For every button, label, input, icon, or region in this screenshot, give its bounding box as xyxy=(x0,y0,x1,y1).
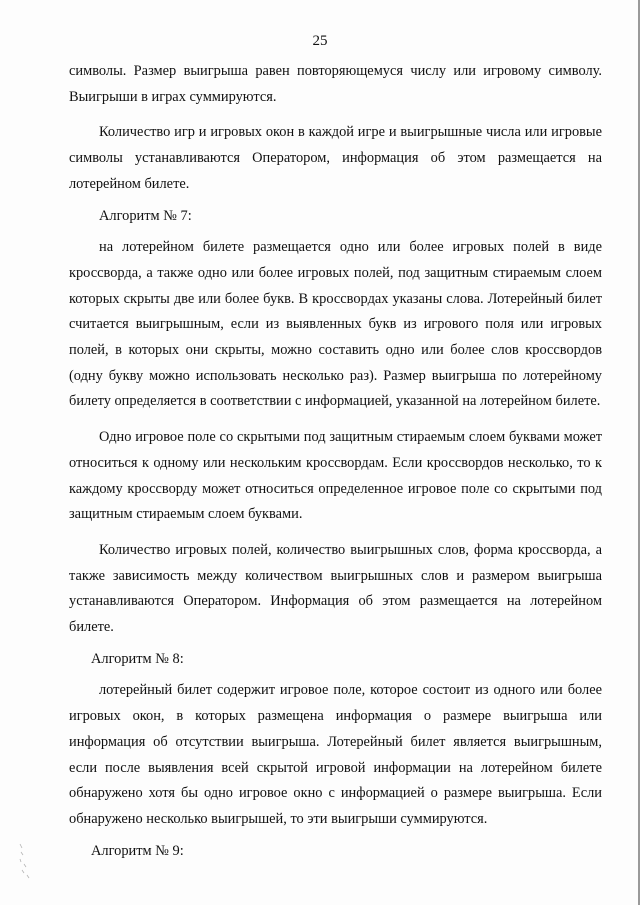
algorithm-8-heading: Алгоритм № 8: xyxy=(91,650,184,667)
paragraph-game-count: Количество игр и игровых окон в каждой игре и выигрышные числа или игровые символы устанавливаются Оператором, информация об этом размещается на лотерейном билете. xyxy=(69,124,602,192)
algorithm-7-description: на лотерейном билете размещается одно или более игровых полей в виде кроссворда, а также одно или более игровых полей, под защитным стираемым слоем которых скрыты две или более букв. В кроссвордах указаны слова. Лотерейный билет считается выигрышным, если из выявленных букв из игрового поля или игровых полей, в которых они скрыты, можно составить одно или более слов кроссвордов (одну букву можно использовать несколько раз). Размер выигрыша по лотерейному билету определяется в соответствии с информацией, указанной на лотерейном билете. xyxy=(69,239,602,410)
paragraph-crossword-settings: Количество игровых полей, количество выигрышных слов, форма кроссворда, а также зависимость между количеством выигрышных слов и размером выигрыша устанавливаются Оператором. Информация об этом размещается на лотерейном билете. xyxy=(69,541,602,636)
algorithm-7-heading: Алгоритм № 7: xyxy=(99,207,192,224)
page-number: 25 xyxy=(312,33,328,49)
scan-margin-mark xyxy=(18,842,40,882)
page-body xyxy=(69,59,602,864)
paragraph-continuation: символы. Размер выигрыша равен повторяющемуся числу или игровому символу. Выигрыши в играх суммируются. xyxy=(69,63,602,105)
algorithm-9-heading: Алгоритм № 9: xyxy=(91,842,184,859)
paragraph-crossword-fields: Одно игровое поле со скрытыми под защитным стираемым слоем буквами может относиться к одному или нескольким кроссвордам. Если кроссвордов несколько, то к каждому кроссворду может относиться определенное игровое поле со скрытыми под защитным стираемым слоем буквами. xyxy=(69,429,602,523)
algorithm-8-description: лотерейный билет содержит игровое поле, которое состоит из одного или более игровых окон, в которых размещена информация о размере выигрыша или информация об отсутствии выигрыша. Лотерейный билет является выигрышным, если после выявления всей скрытой игровой информации на лотерейном билете обнаружено хотя бы одно игровое окно с информацией о размере выигрыша. Если обнаружено несколько выигрышей, то эти выигрыши суммируются. xyxy=(69,682,602,827)
